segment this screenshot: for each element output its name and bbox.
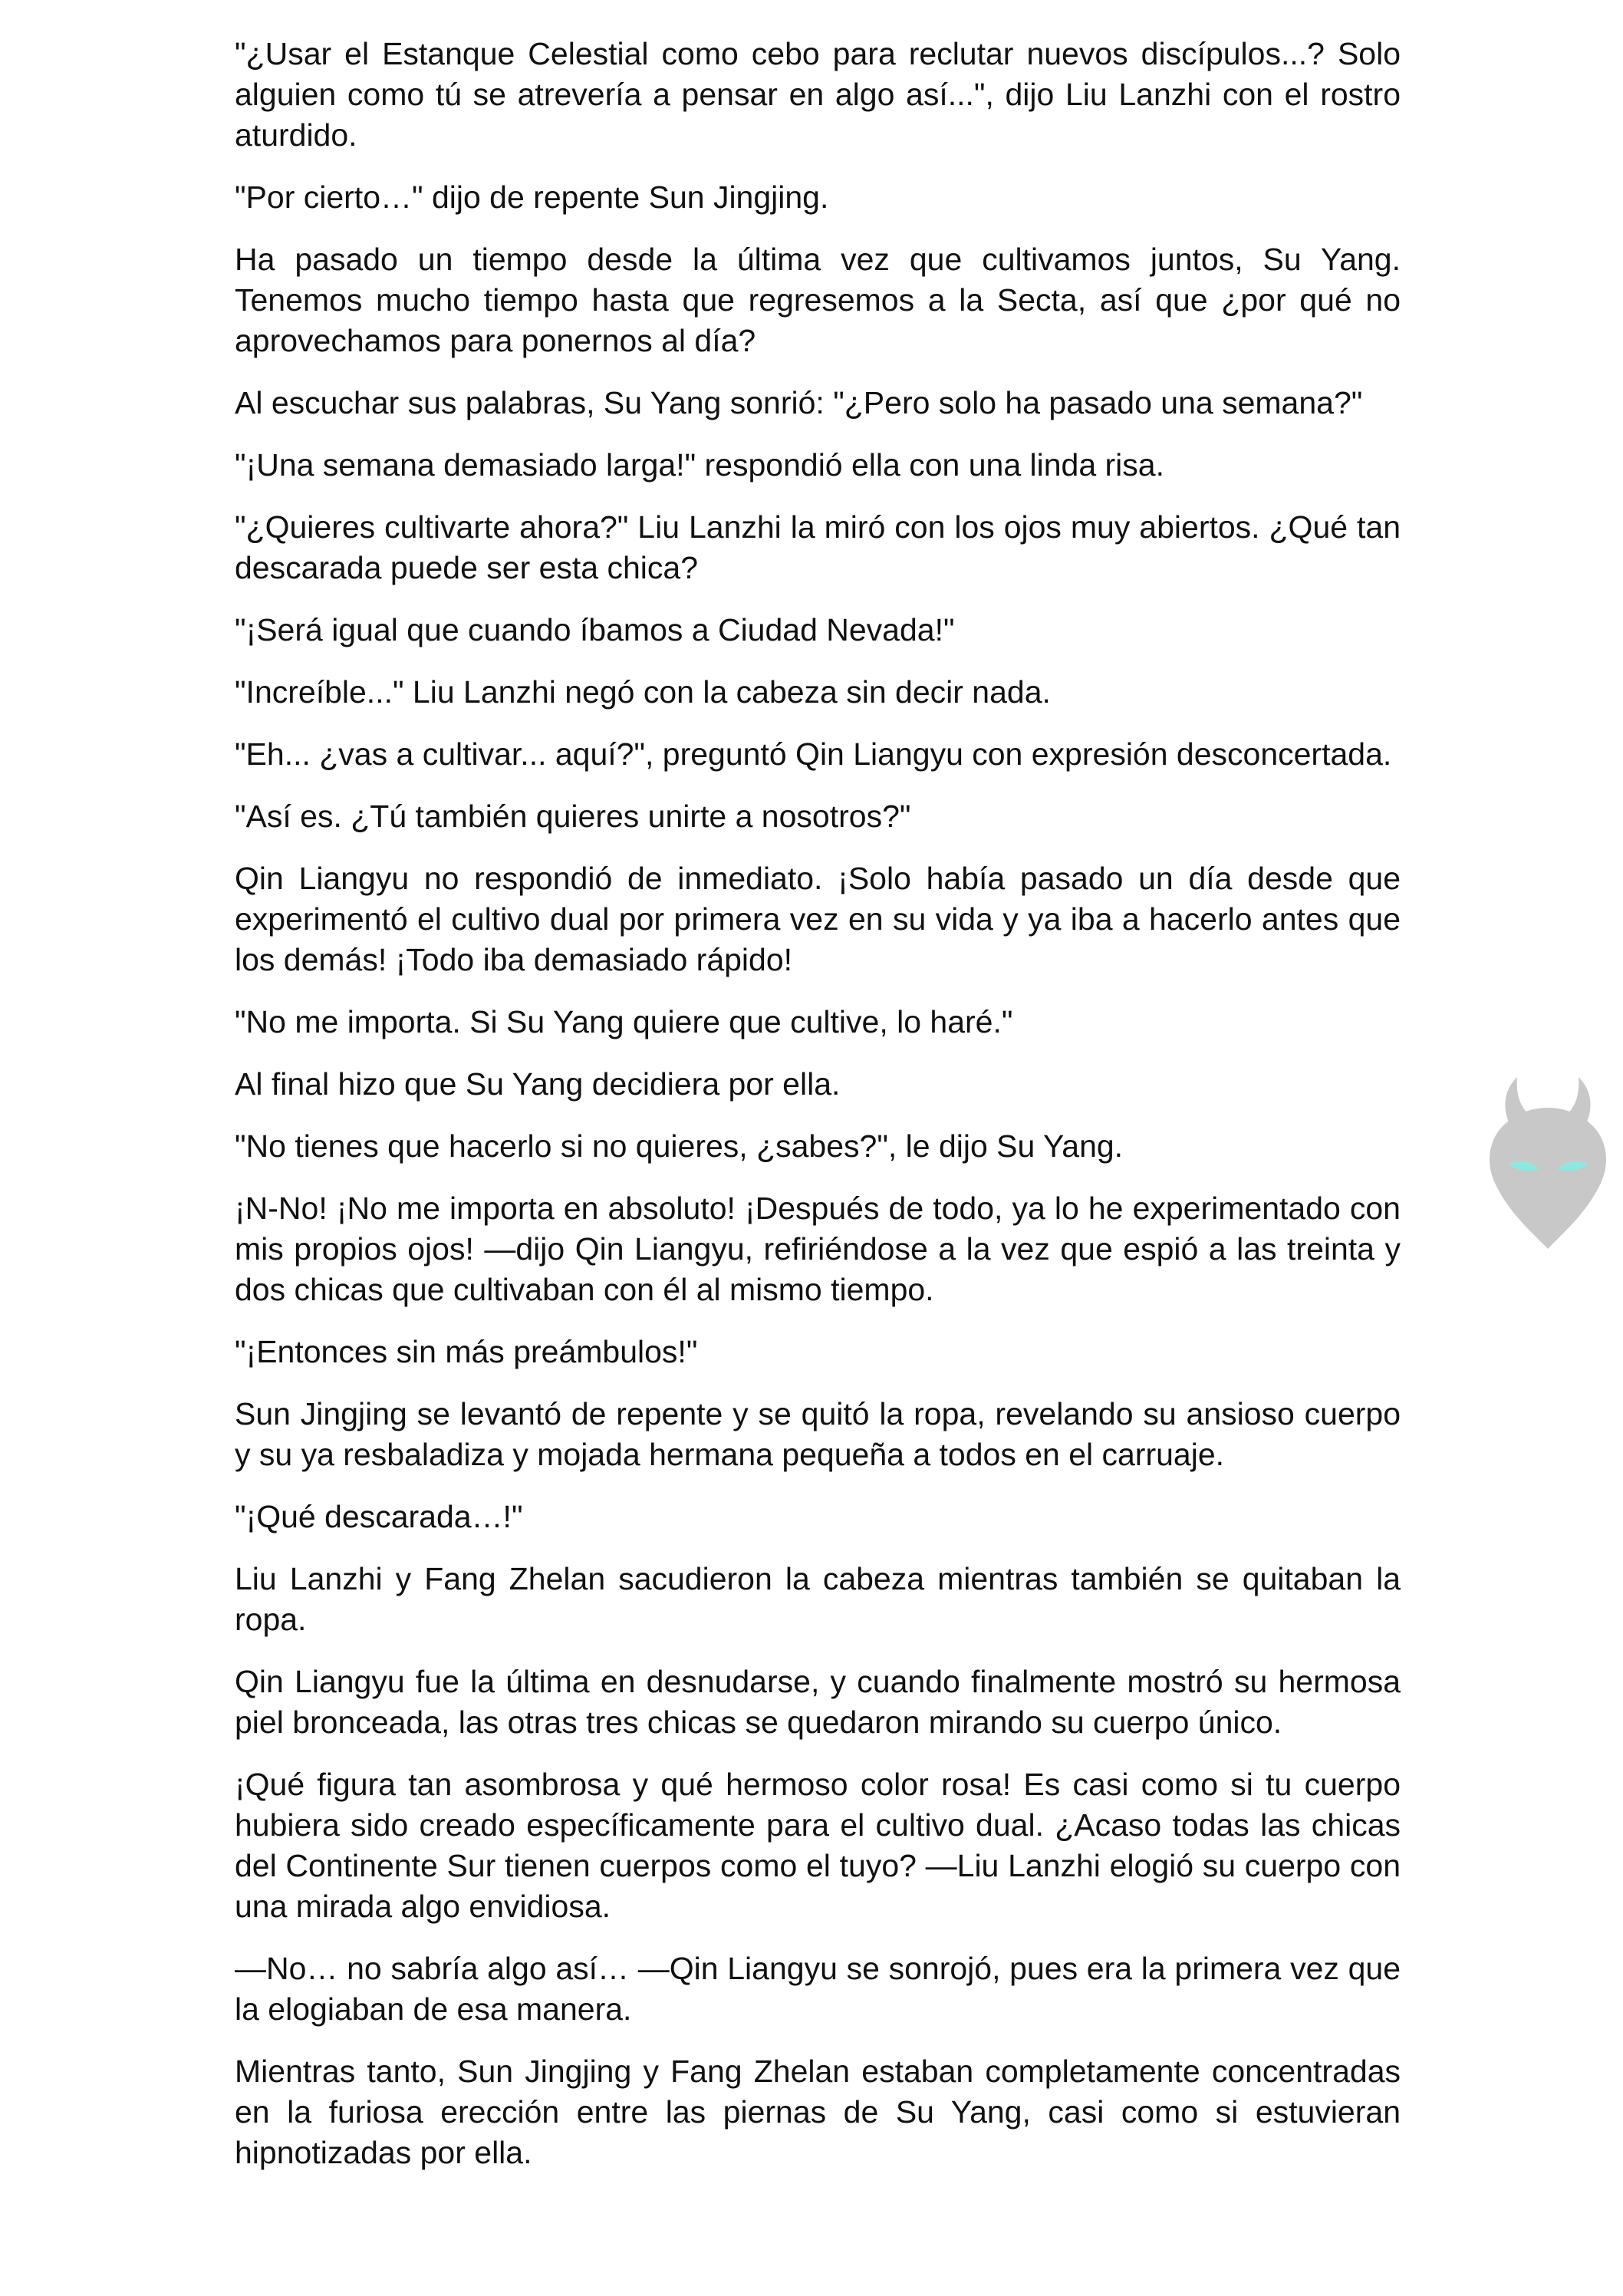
paragraph-2: "Por cierto…" dijo de repente Sun Jingjing. — [235, 180, 829, 215]
paragraph-17: Sun Jingjing se levantó de repente y se quitó la ropa, revelando su ansioso cuerpo y su ya resbaladiza y mojada hermana pequeña a todos en el carruaje. — [235, 1396, 1401, 1472]
paragraph-18: "¡Qué descarada…!" — [235, 1499, 523, 1534]
paragraph-4: Al escuchar sus palabras, Su Yang sonrió: "¿Pero solo ha pasado una semana?" — [235, 385, 1363, 420]
paragraph-8: "Increíble..." Liu Lanzhi negó con la cabeza sin decir nada. — [235, 674, 1051, 710]
paragraph-15: ¡N-No! ¡No me importa en absoluto! ¡Después de todo, ya lo he experimentado con mis propios ojos! —dijo Qin Liangyu, refiriéndose a la vez que espió a las treinta y dos chicas que cultivaban con él al mismo tiempo. — [235, 1191, 1401, 1307]
paragraph-12: "No me importa. Si Su Yang quiere que cultive, lo haré." — [235, 1004, 1013, 1039]
paragraph-6: "¿Quieres cultivarte ahora?" Liu Lanzhi la miró con los ojos muy abiertos. ¿Qué tan descarada puede ser esta chica? — [235, 509, 1401, 585]
paragraph-3: Ha pasado un tiempo desde la última vez que cultivamos juntos, Su Yang. Tenemos mucho tiempo hasta que regresemos a la Secta, así que ¿por qué no aprovechamos para ponernos al día? — [235, 242, 1401, 358]
paragraph-1: "¿Usar el Estanque Celestial como cebo para reclutar nuevos discípulos...? Solo alguien como tú se atrevería a pensar en algo así...", dijo Liu Lanzhi con el rostro aturdido. — [235, 36, 1401, 153]
paragraph-21: ¡Qué figura tan asombrosa y qué hermoso color rosa! Es casi como si tu cuerpo hubiera sido creado específicamente para el cultivo dual. ¿Acaso todas las chicas del Continente Sur tienen cuerpos como el tuyo? —Liu Lanzhi elogió su cuerpo con una mirada algo envidiosa. — [235, 1767, 1401, 1924]
document-body — [235, 34, 1401, 2195]
paragraph-10: "Así es. ¿Tú también quieres unirte a nosotros?" — [235, 799, 911, 834]
demon-head-watermark-icon — [1471, 1074, 1623, 1250]
paragraph-7: "¡Será igual que cuando íbamos a Ciudad Nevada!" — [235, 612, 955, 647]
paragraph-5: "¡Una semana demasiado larga!" respondió ella con una linda risa. — [235, 447, 1164, 483]
paragraph-23: Mientras tanto, Sun Jingjing y Fang Zhelan estaban completamente concentradas en la furiosa erección entre las piernas de Su Yang, casi como si estuvieran hipnotizadas por ella. — [235, 2054, 1401, 2170]
paragraph-19: Liu Lanzhi y Fang Zhelan sacudieron la cabeza mientras también se quitaban la ropa. — [235, 1561, 1401, 1637]
paragraph-9: "Eh... ¿vas a cultivar... aquí?", preguntó Qin Liangyu con expresión desconcertada. — [235, 736, 1392, 772]
paragraph-16: "¡Entonces sin más preámbulos!" — [235, 1334, 698, 1369]
paragraph-20: Qin Liangyu fue la última en desnudarse, y cuando finalmente mostró su hermosa piel bronceada, las otras tres chicas se quedaron mirando su cuerpo único. — [235, 1664, 1401, 1740]
paragraph-22: —No… no sabría algo así… —Qin Liangyu se sonrojó, pues era la primera vez que la elogiaban de esa manera. — [235, 1951, 1401, 2027]
paragraph-11: Qin Liangyu no respondió de inmediato. ¡Solo había pasado un día desde que experimentó el cultivo dual por primera vez en su vida y ya iba a hacerlo antes que los demás! ¡Todo iba demasiado rápido! — [235, 861, 1401, 977]
paragraph-14: "No tienes que hacerlo si no quieres, ¿sabes?", le dijo Su Yang. — [235, 1128, 1124, 1164]
paragraph-13: Al final hizo que Su Yang decidiera por ella. — [235, 1066, 841, 1102]
